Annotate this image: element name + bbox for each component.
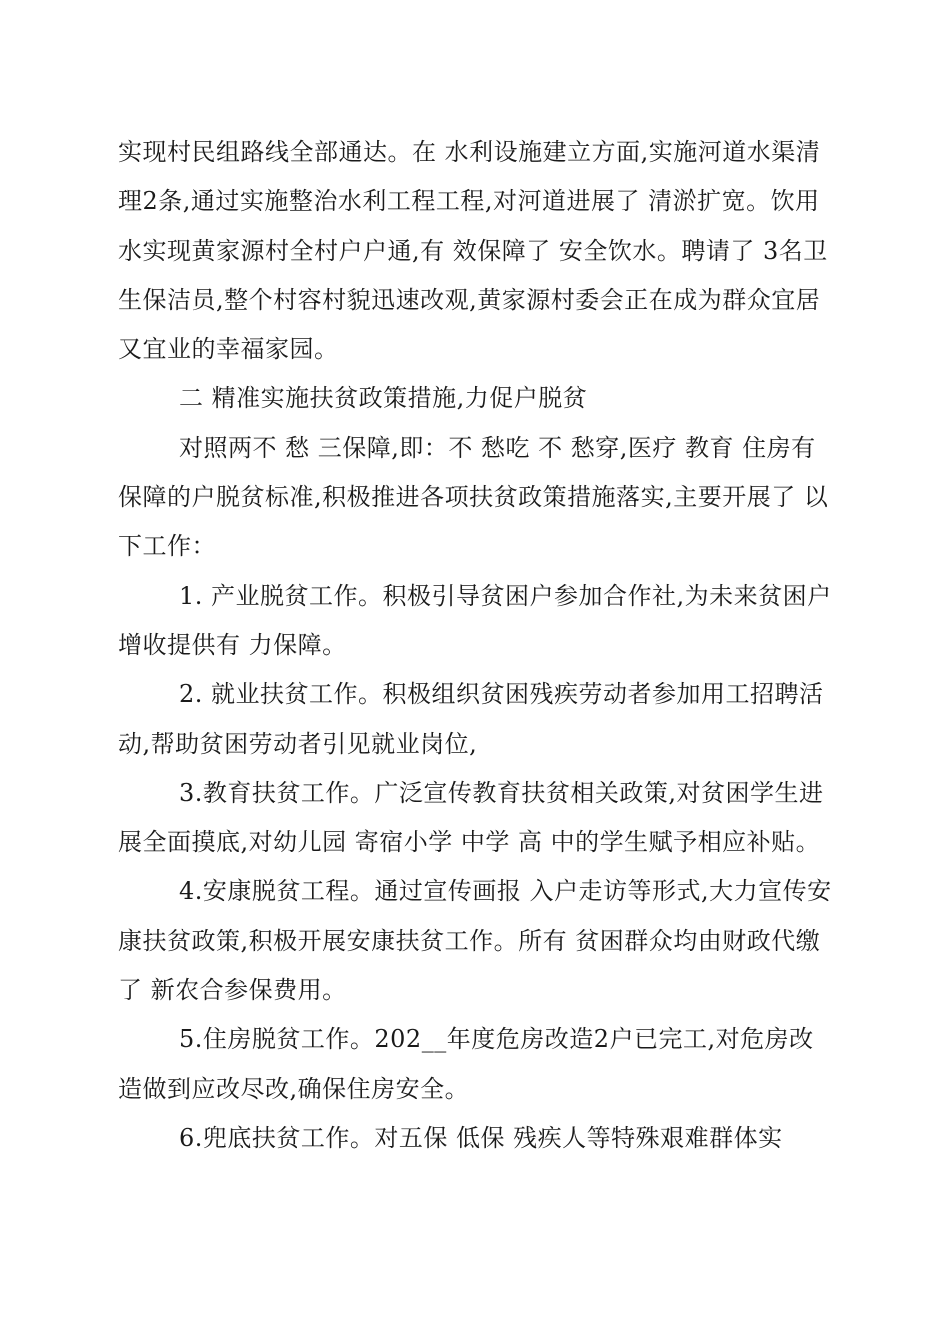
list-item-health: 4.安康脱贫工程。通过宣传画报 入户走访等形式,大力宣传安康扶贫政策,积极开展安康扶贫工作。所有 贫困群众均由财政代缴了 新农合参保费用。 bbox=[118, 877, 832, 1005]
document-page bbox=[118, 128, 838, 1163]
list-item-employment: 2. 就业扶贫工作。积极组织贫困残疾劳动者参加用工招聘活动,帮助贫困劳动者引见就业岗位, bbox=[118, 680, 824, 758]
list-item-education: 3.教育扶贫工作。广泛宣传教育扶贫相关政策,对贫困学生进展全面摸底,对幼儿园 寄宿小学 中学 高 中的学生赋予相应补贴。 bbox=[118, 778, 824, 857]
list-item-industry: 1. 产业脱贫工作。积极引导贫困户参加合作社,为未来贫困户增收提供有 力保障。 bbox=[118, 581, 832, 659]
paragraph-village-roads: 实现村民组路线全部通达。在 水利设施建立方面,实施河道水渠清理2条,通过实施整治水利工程工程,对河道进展了 清淤扩宽。饮用水实现黄家源村全村户户通,有 效保障了 安全饮水。聘请了 3名卫生保洁员,整个村容村貌迅速改观,黄家源村委会正在成为群众宜居又宜业的幸福家园。 bbox=[118, 138, 828, 364]
section-heading-poverty-policy: 二 精准实施扶贫政策措施,力促户脱贫 bbox=[179, 384, 588, 413]
list-item-housing: 5.住房脱贫工作。202__年度危房改造2户已完工,对危房改造做到应改尽改,确保住房安全。 bbox=[118, 1025, 814, 1103]
list-item-safety-net: 6.兜底扶贫工作。对五保 低保 残疾人等特殊艰难群体实 bbox=[179, 1123, 783, 1152]
paragraph-poverty-standard: 对照两不 愁 三保障,即：不 愁吃 不 愁穿,医疗 教育 住房有 保障的户脱贫标准,积极推进各项扶贫政策措施落实,主要开展了 以下工作： bbox=[118, 433, 829, 561]
